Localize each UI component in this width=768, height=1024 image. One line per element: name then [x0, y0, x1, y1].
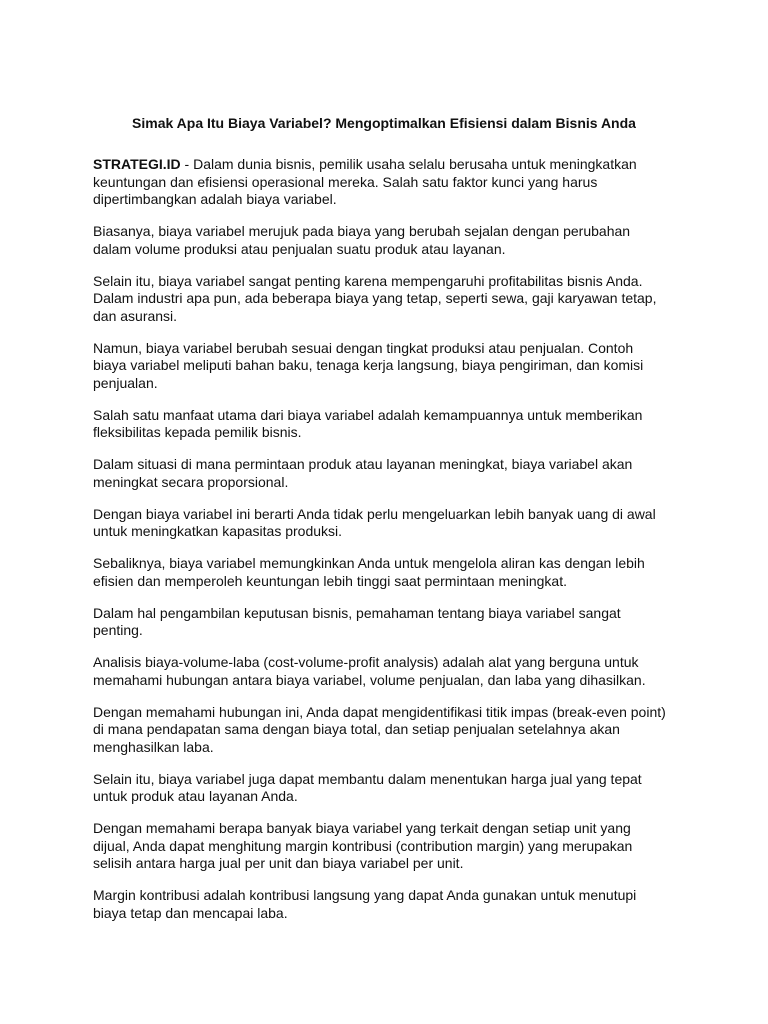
- paragraph-line: Analisis biaya-volume-laba (cost-volume-profit analysis) adalah alat yang berguna untuk: [93, 654, 639, 670]
- lead-paragraph: [93, 156, 683, 209]
- paragraph: [93, 506, 683, 541]
- paragraph: [93, 605, 683, 640]
- paragraph-line: efisien dan memperoleh keuntungan lebih tinggi saat permintaan meningkat.: [93, 572, 567, 589]
- paragraph-line: Dalam hal pengambilan keputusan bisnis, pemahaman tentang biaya variabel sangat: [93, 604, 621, 621]
- paragraph-line: Biasanya, biaya variabel merujuk pada biaya yang berubah sejalan dengan perubahan: [93, 223, 631, 239]
- paragraph-line: [93, 156, 683, 174]
- paragraph-line: di mana pendapatan sama dengan biaya total, dan setiap penjualan setelahnya akan: [93, 721, 620, 737]
- paragraph-line: untuk meningkatkan kapasitas produksi.: [93, 523, 343, 539]
- paragraph: [93, 704, 683, 757]
- paragraph-line: Dengan memahami berapa banyak biaya variabel yang terkait dengan setiap unit yang: [93, 820, 631, 836]
- document-body: [93, 156, 683, 937]
- paragraph: [93, 223, 683, 258]
- paragraph: [93, 887, 683, 922]
- paragraph-line: keuntungan dan efisiensi operasional mereka. Salah satu faktor kunci yang harus: [93, 173, 598, 190]
- paragraph-line: Namun, biaya variabel berubah sesuai dengan tingkat produksi atau penjualan. Contoh: [93, 339, 634, 356]
- paragraph-line: Selain itu, biaya variabel juga dapat membantu dalam menentukan harga jual yang tepat: [93, 770, 642, 787]
- paragraph-line: Dalam industri apa pun, ada beberapa biaya yang tetap, seperti sewa, gaji karyawan tetap,: [93, 290, 657, 306]
- paragraph-line: memahami hubungan antara biaya variabel, volume penjualan, dan laba yang dihasilkan.: [93, 671, 646, 688]
- paragraph-line: Dengan biaya variabel ini berarti Anda tidak perlu mengeluarkan lebih banyak uang di awal: [93, 505, 656, 522]
- paragraph-line: Selain itu, biaya variabel sangat penting karena mempengaruhi profitabilitas bisnis Anda.: [93, 272, 643, 289]
- paragraph-line: dan asuransi.: [93, 307, 178, 324]
- paragraph: [93, 340, 683, 393]
- document-title: Simak Apa Itu Biaya Variabel? Mengoptimalkan Efisiensi dalam Bisnis Anda: [132, 115, 636, 131]
- paragraph: [93, 820, 683, 873]
- paragraph-line: selisih antara harga jual per unit dan biaya variabel per unit.: [93, 855, 464, 871]
- paragraph: [93, 273, 683, 326]
- paragraph-line: Dengan memahami hubungan ini, Anda dapat mengidentifikasi titik impas (break-even point): [93, 703, 666, 720]
- paragraph-line: Margin kontribusi adalah kontribusi langsung yang dapat Anda gunakan untuk menutupi: [93, 887, 637, 903]
- paragraph: [93, 771, 683, 806]
- paragraph-line: penting.: [93, 622, 143, 638]
- paragraph-line: penjualan.: [93, 374, 158, 391]
- paragraph: [93, 555, 683, 590]
- paragraph: [93, 407, 683, 442]
- paragraph-line: menghasilkan laba.: [93, 738, 214, 755]
- paragraph-line: dijual, Anda dapat menghitung margin kontribusi (contribution margin) yang merupakan: [93, 837, 633, 854]
- paragraph: [93, 456, 683, 491]
- paragraph-line: dipertimbangkan adalah biaya variabel.: [93, 191, 337, 207]
- paragraph-line: untuk produk atau layanan Anda.: [93, 788, 298, 804]
- paragraph-line: Dalam situasi di mana permintaan produk atau layanan meningkat, biaya variabel akan: [93, 456, 633, 472]
- paragraph: [93, 654, 683, 689]
- source-label: STRATEGI.ID: [93, 156, 181, 172]
- paragraph-line: meningkat secara proporsional.: [93, 473, 289, 490]
- paragraph-line: dalam volume produksi atau penjualan suatu produk atau layanan.: [93, 240, 506, 257]
- lead-text: - Dalam dunia bisnis, pemilik usaha selalu berusaha untuk meningkatkan: [180, 156, 637, 172]
- paragraph-line: fleksibilitas kepada pemilik bisnis.: [93, 424, 302, 440]
- paragraph-line: biaya tetap dan mencapai laba.: [93, 904, 288, 921]
- paragraph-line: Salah satu manfaat utama dari biaya variabel adalah kemampuannya untuk memberikan: [93, 406, 643, 423]
- paragraph-line: biaya variabel meliputi bahan baku, tenaga kerja langsung, biaya pengiriman, dan komisi: [93, 357, 644, 373]
- paragraph-line: Sebaliknya, biaya variabel memungkinkan Anda untuk mengelola aliran kas dengan lebih: [93, 555, 645, 571]
